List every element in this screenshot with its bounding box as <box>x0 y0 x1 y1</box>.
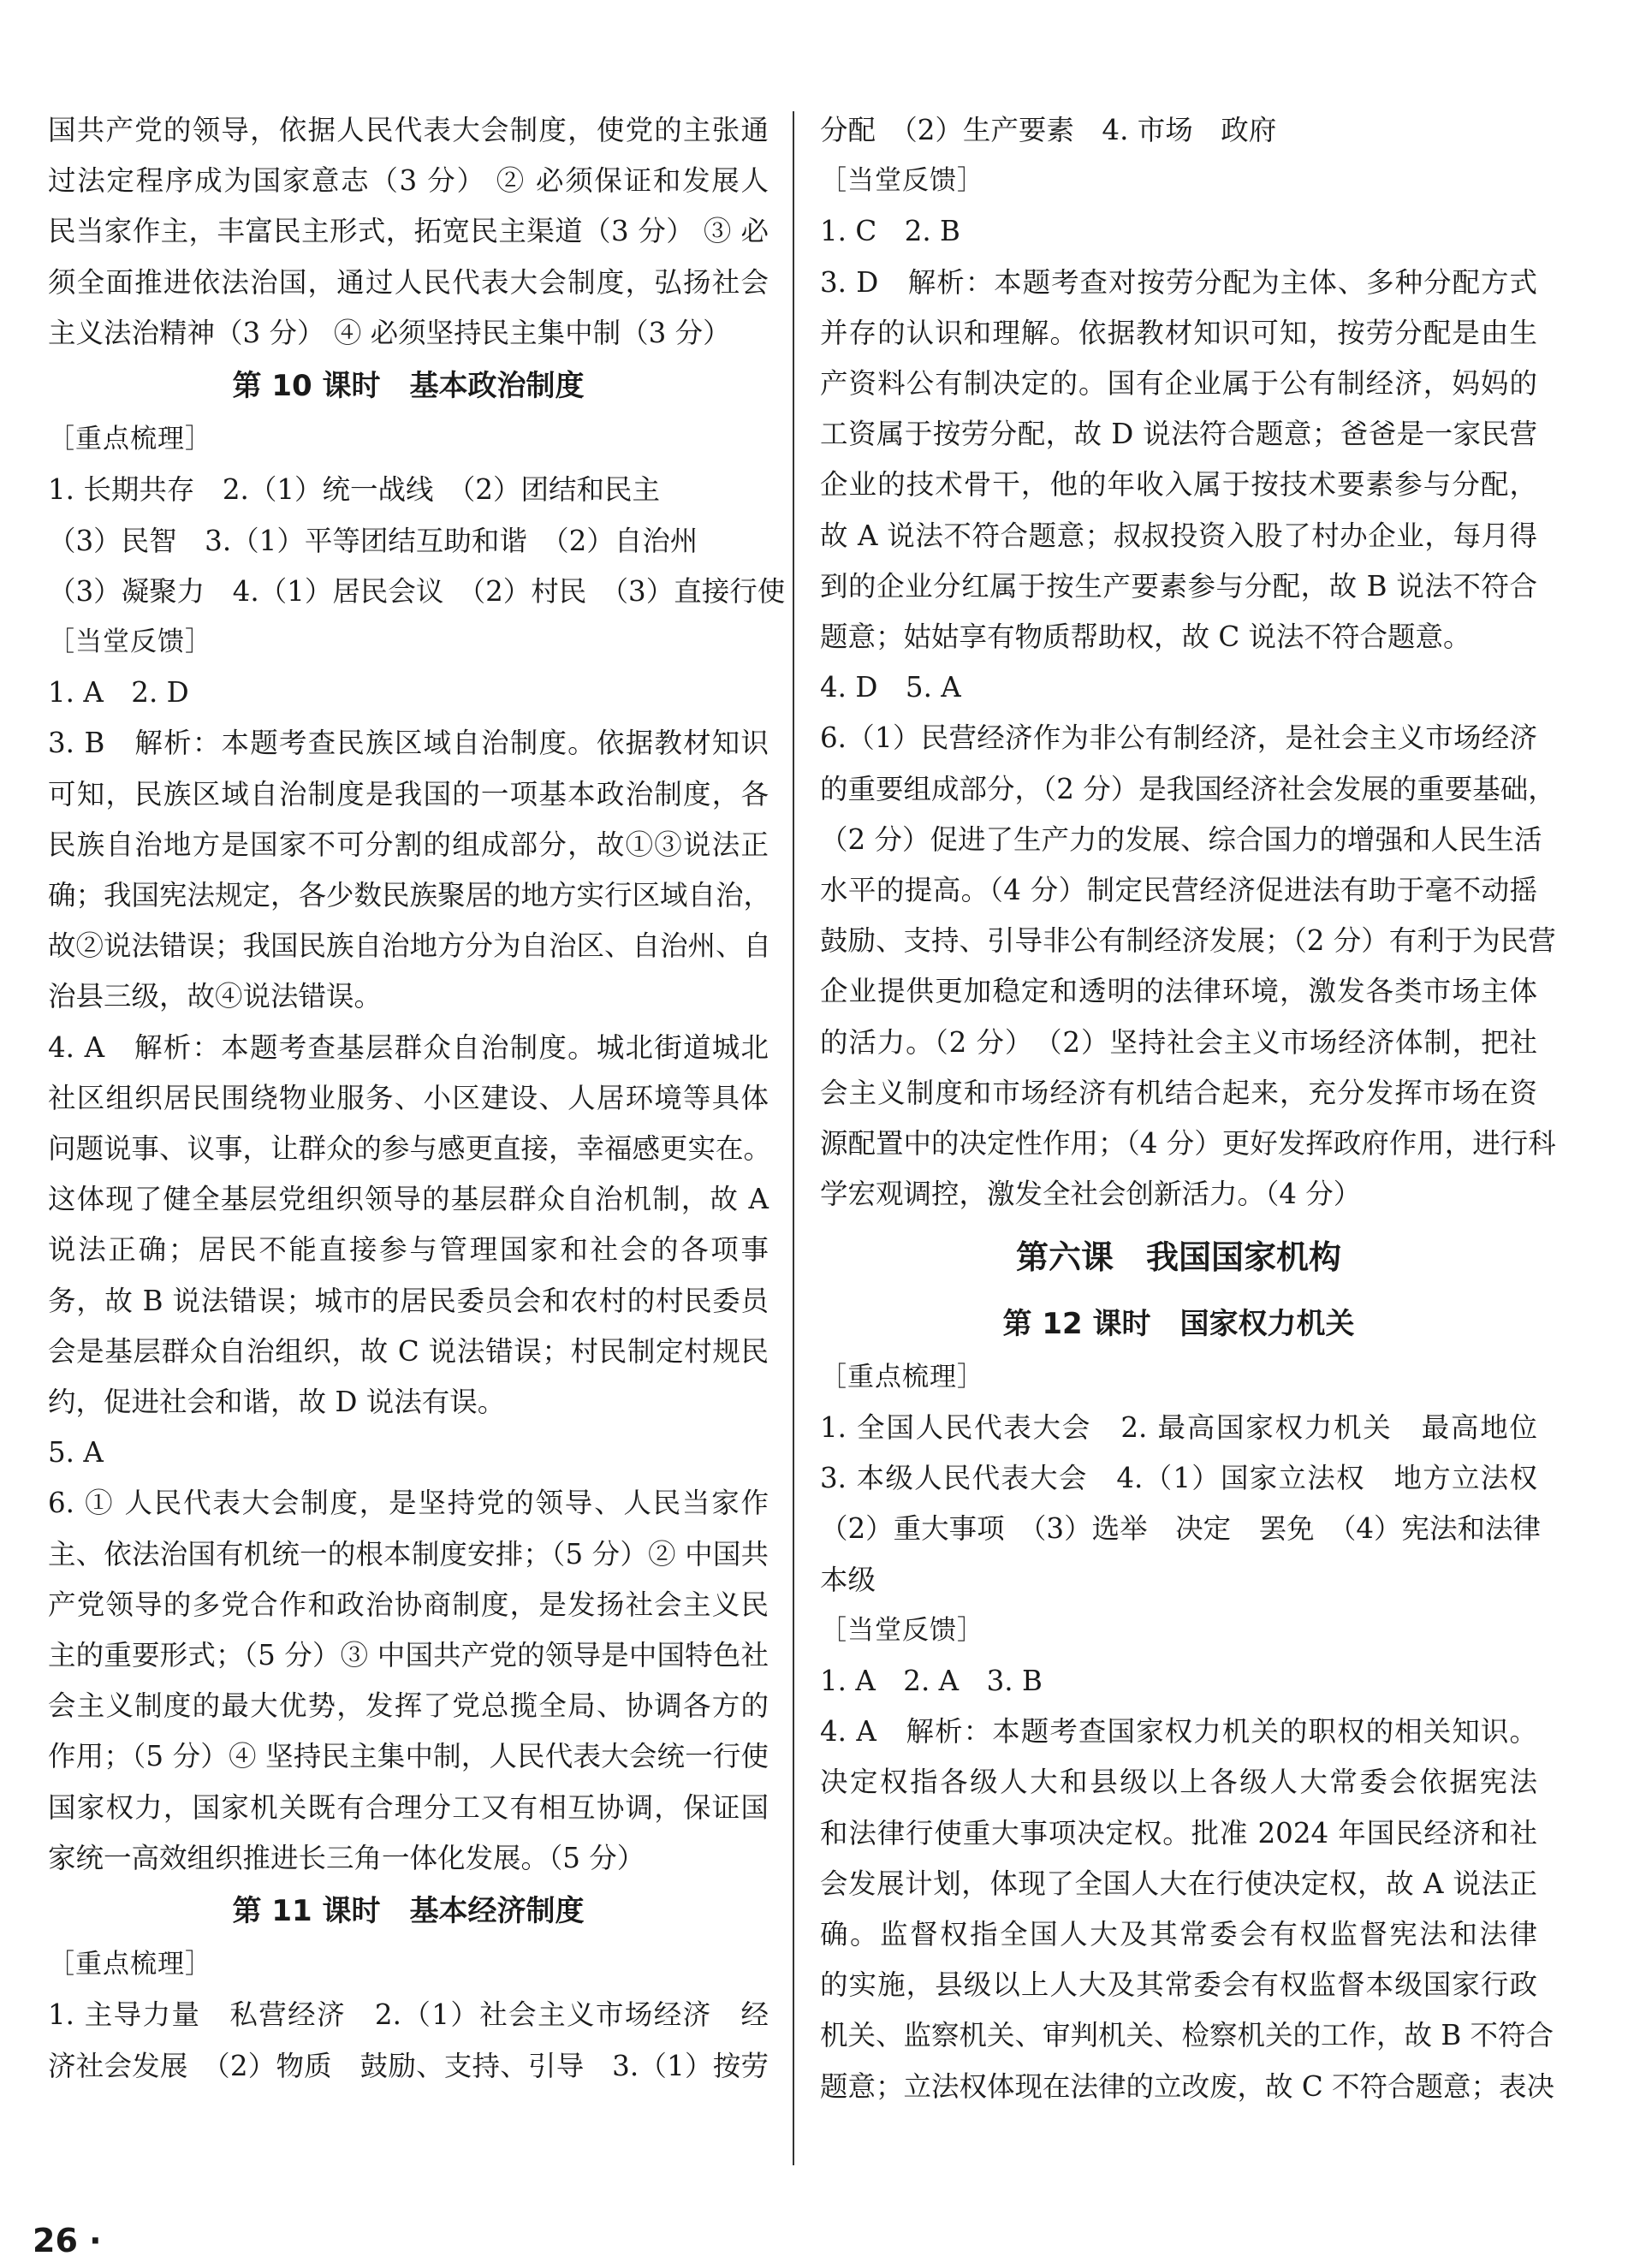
text-line: 并存的认识和理解。依据教材知识可知，按劳分配是由生 <box>820 316 1537 349</box>
text-line: 分配 （2）生产要素 4. 市场 政府 <box>820 114 1277 146</box>
column-divider <box>793 111 794 2165</box>
text-line: 4. A 解析：本题考查基层群众自治制度。城北街道城北 <box>48 1030 769 1064</box>
text-line: 会发展计划，体现了全国人大在行使决定权，故 A 说法正 <box>820 1867 1537 1900</box>
text-line: 水平的提高。（4 分）制定民营经济促进法有助于毫不动摇 <box>820 874 1537 906</box>
text-line: 企业提供更加稳定和透明的法律环境，激发各类市场主体 <box>820 975 1537 1008</box>
text-line: 4. D 5. A <box>820 671 961 704</box>
text-line: 济社会发展 （2）物质 鼓励、支持、引导 3.（1）按劳 <box>48 2049 769 2082</box>
text-line: 故 A 说法不符合题意；叔叔投资入股了村办企业，每月得 <box>820 519 1537 552</box>
section-label: ［当堂反馈］ <box>48 626 212 657</box>
text-line: 到的企业分红属于按生产要素参与分配，故 B 说法不符合 <box>820 569 1537 603</box>
section-label: ［重点梳理］ <box>820 1361 984 1392</box>
text-line: 须全面推进依法治国，通过人民代表大会制度，弘扬社会 <box>48 265 769 299</box>
text-line: 产党领导的多党合作和政治协商制度，是发扬社会主义民 <box>48 1588 769 1621</box>
text-line: 家统一高效组织推进长三角一体化发展。（5 分） <box>48 1841 645 1874</box>
text-line: 工资属于按劳分配，故 D 说法符合题意；爸爸是一家民营 <box>820 418 1537 451</box>
text-line: 确；我国宪法规定，各少数民族聚居的地方实行区域自治， <box>48 879 772 911</box>
text-line: 会主义制度的最大优势，发挥了党总揽全局、协调各方的 <box>48 1689 769 1723</box>
text-line: 1. A 2. A 3. B <box>820 1665 1043 1697</box>
text-line: 会是基层群众自治组织，故 C 说法错误；村民制定村规民 <box>48 1334 769 1368</box>
text-line: 5. A <box>48 1436 104 1469</box>
section-label: ［重点梳理］ <box>48 424 212 455</box>
text-line: （3）凝聚力 4.（1）居民会议 （2）村民 （3）直接行使 <box>48 574 786 608</box>
text-line: 源配置中的决定性作用；（4 分）更好发挥政府作用，进行科 <box>820 1127 1556 1160</box>
text-line: 故②说法错误；我国民族自治地方分为自治区、自治州、自 <box>48 929 772 963</box>
text-line: 作用；（5 分）④ 坚持民主集中制，人民代表大会统一行使 <box>48 1740 769 1773</box>
text-line: 说法正确；居民不能直接参与管理国家和社会的各项事 <box>48 1233 769 1267</box>
section-heading: 第 10 课时 基本政治制度 <box>232 369 585 403</box>
text-line: 和法律行使重大事项决定权。批准 2024 年国民经济和社 <box>820 1816 1537 1849</box>
text-line: 社区组织居民围绕物业服务、小区建设、人居环境等具体 <box>48 1081 769 1114</box>
text-line: 机关、监察机关、审判机关、检察机关的工作，故 B 不符合 <box>820 2019 1554 2052</box>
page-number: 26 · <box>33 2222 102 2259</box>
text-line: 可知，民族区域自治制度是我国的一项基本政治制度，各 <box>48 777 769 810</box>
text-line: 的实施，县级以上人大及其常委会有权监督本级国家行政 <box>820 1968 1537 2002</box>
text-line: （2 分）促进了生产力的发展、综合国力的增强和人民生活 <box>820 822 1542 856</box>
text-line: 民当家作主，丰富民主形式，拓宽民主渠道（3 分） ③ 必 <box>48 215 769 248</box>
text-line: 国共产党的领导，依据人民代表大会制度，使党的主张通 <box>48 114 769 146</box>
text-line: 题意；姑姑享有物质帮助权，故 C 说法不符合题意。 <box>820 620 1471 653</box>
text-line: 3. 本级人民代表大会 4.（1）国家立法权 地方立法权 <box>820 1462 1537 1495</box>
text-line: 民族自治地方是国家不可分割的组成部分，故①③说法正 <box>48 828 769 861</box>
lesson-title: 第六课 我国国家机构 <box>1015 1238 1341 1277</box>
text-line: 1. 全国人民代表大会 2. 最高国家权力机关 最高地位 <box>820 1411 1537 1444</box>
text-line: 3. D 解析：本题考查对按劳分配为主体、多种分配方式 <box>820 265 1537 299</box>
text-line: 这体现了健全基层党组织领导的基层群众自治机制，故 A <box>48 1183 769 1216</box>
text-line: 国家权力，国家机关既有合理分工又有相互协调，保证国 <box>48 1790 769 1824</box>
text-line: 鼓励、支持、引导非公有制经济发展；（2 分）有利于为民营 <box>820 924 1556 958</box>
text-line: 1. 长期共存 2.（1）统一战线 （2）团结和民主 <box>48 473 660 507</box>
text-line: 过法定程序成为国家意志（3 分） ② 必须保证和发展人 <box>48 164 769 198</box>
text-line: 约，促进社会和谐，故 D 说法有误。 <box>48 1386 506 1418</box>
text-line: 的活力。（2 分） （2）坚持社会主义市场经济体制，把社 <box>820 1025 1537 1059</box>
text-line: 4. A 解析：本题考查国家权力机关的职权的相关知识。 <box>820 1715 1537 1748</box>
text-line: 主义法治精神（3 分） ④ 必须坚持民主集中制（3 分） <box>48 316 731 349</box>
text-line: 确。监督权指全国人大及其常委会有权监督宪法和法律 <box>820 1918 1537 1950</box>
text-line: 3. B 解析：本题考查民族区域自治制度。依据教材知识 <box>48 727 769 760</box>
text-line: 6. ① 人民代表大会制度，是坚持党的领导、人民当家作 <box>48 1487 769 1520</box>
text-line: 6.（1）民营经济作为非公有制经济，是社会主义市场经济 <box>820 721 1537 755</box>
text-line: 1. 主导力量 私营经济 2.（1）社会主义市场经济 经 <box>48 1998 769 2032</box>
text-line: 学宏观调控，激发全社会创新活力。（4 分） <box>820 1178 1362 1211</box>
section-label: ［当堂反馈］ <box>820 1614 984 1646</box>
text-line: 治县三级，故④说法错误。 <box>48 980 383 1013</box>
text-line: 企业的技术骨干，他的年收入属于按技术要素参与分配， <box>820 468 1537 502</box>
text-line: 本级 <box>820 1563 876 1596</box>
text-line: （3）民智 3.（1）平等团结互助和谐 （2）自治州 <box>48 524 698 557</box>
text-line: 问题说事、议事，让群众的参与感更直接，幸福感更实在。 <box>48 1132 772 1165</box>
text-line: （2）重大事项 （3）选举 决定 罢免 （4）宪法和法律 <box>820 1512 1542 1546</box>
text-line: 1. C 2. B <box>820 215 960 248</box>
text-line: 主的重要形式；（5 分）③ 中国共产党的领导是中国特色社 <box>48 1639 769 1671</box>
text-line: 的重要组成部分，（2 分）是我国经济社会发展的重要基础， <box>820 772 1556 805</box>
section-heading: 第 12 课时 国家权力机关 <box>1002 1306 1355 1341</box>
text-line: 主、依法治国有机统一的根本制度安排；（5 分）② 中国共 <box>48 1537 769 1570</box>
text-line: 题意；立法权体现在法律的立改废，故 C 不符合题意；表决 <box>820 2069 1555 2103</box>
text-line: 1. A 2. D <box>48 676 189 709</box>
section-label: ［当堂反馈］ <box>820 165 984 197</box>
section-heading: 第 11 课时 基本经济制度 <box>232 1894 585 1928</box>
text-line: 决定权指各级人大和县级以上各级人大常委会依据宪法 <box>820 1766 1537 1799</box>
text-line: 务，故 B 说法错误；城市的居民委员会和农村的村民委员 <box>48 1284 769 1317</box>
section-label: ［重点梳理］ <box>48 1949 212 1980</box>
text-line: 会主义制度和市场经济有机结合起来，充分发挥市场在资 <box>820 1076 1537 1109</box>
text-line: 产资料公有制决定的。国有企业属于公有制经济，妈妈的 <box>820 367 1537 400</box>
